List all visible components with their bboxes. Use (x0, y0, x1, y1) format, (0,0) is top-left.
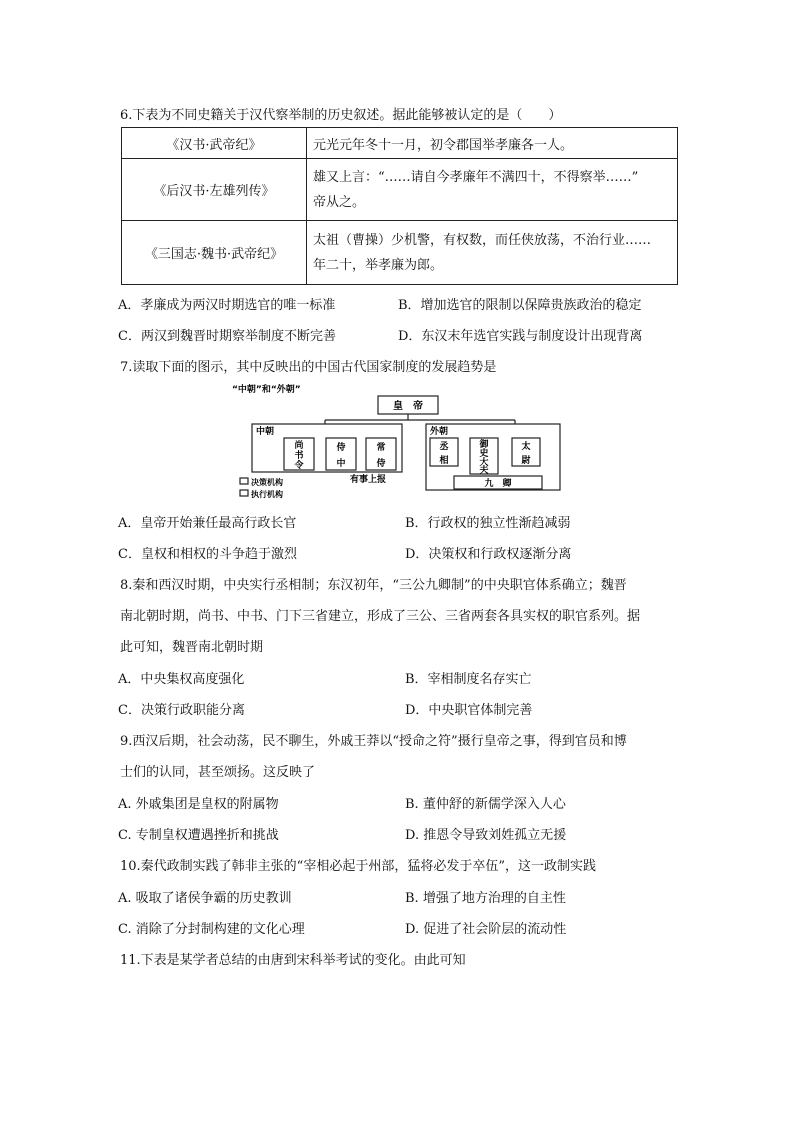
post-char: 夫 (479, 466, 489, 476)
post-char: 太 (521, 442, 531, 452)
q6-option-a[interactable]: A．孝廉成为两汉时期选官的唯一标准 (118, 298, 336, 313)
q6-option-b[interactable]: B．增加选官的限制以保障贵族政治的稳定 (398, 298, 642, 313)
nine-ministers-label: 九 卿 (484, 479, 512, 489)
post-char: 御 (479, 440, 489, 450)
post-char: 尉 (521, 456, 531, 466)
q8-option-a[interactable]: A．中央集权高度强化 (118, 672, 245, 687)
q8-stem-line: 南北朝时期，尚书、中书、门下三省建立，形成了三公、三省两套各具实权的职官系列。据 (120, 609, 641, 624)
post-char: 常 (376, 443, 386, 453)
court-structure-diagram (230, 380, 570, 500)
quote: 元光元年冬十一月，初令郡国举孝廉各一人。 (307, 128, 678, 159)
legend-execution: 执行机构 (251, 490, 283, 499)
q9-option-d[interactable]: D. 推恩令导致刘姓孤立无援 (405, 828, 567, 843)
q7-option-c[interactable]: C．皇权和相权的斗争趋于激烈 (118, 547, 297, 562)
q9-stem-line: 士们的认同，甚至颂扬。这反映了 (120, 765, 316, 780)
diagram-title: “中朝”和“外朝” (232, 385, 301, 395)
post-char: 丞 (439, 442, 449, 452)
post-char: 侍 (376, 459, 386, 469)
legend-decision: 决策机构 (251, 478, 283, 487)
q10-option-c[interactable]: C. 消除了分封制构建的文化心理 (118, 922, 305, 937)
q6-option-c[interactable]: C．两汉到魏晋时期察举制度不断完善 (118, 329, 336, 344)
outer-court-label: 外朝 (430, 427, 449, 437)
q6-source-table (121, 127, 678, 285)
q10-option-b[interactable]: B. 增强了地方治理的自主性 (405, 891, 566, 906)
quote: 雄又上言：“……请自今孝廉年不满四十，不得察举……” 帝从之。 (307, 159, 678, 221)
q10-option-a[interactable]: A. 吸取了诸侯争霸的历史教训 (118, 891, 292, 906)
q8-option-b[interactable]: B．宰相制度名存实亡 (405, 672, 532, 687)
report-label: 有事上报 (350, 475, 387, 485)
q11-stem: 11.下表是某学者总结的由唐到宋科举考试的变化。由此可知 (120, 953, 466, 968)
q6-stem: 6.下表为不同史籍关于汉代察举制的历史叙述。据此能够被认定的是（ ） (120, 108, 562, 123)
q7-option-b[interactable]: B．行政权的独立性渐趋减弱 (405, 516, 571, 531)
q9-option-b[interactable]: B. 董仲舒的新儒学深入人心 (405, 797, 566, 812)
q8-option-c[interactable]: C．决策行政职能分离 (118, 703, 245, 718)
post-char: 书 (294, 451, 304, 461)
post-char: 尚 (294, 441, 304, 451)
inner-court-label: 中朝 (256, 427, 275, 437)
post-char: 史 (479, 449, 489, 459)
table-row (122, 128, 678, 159)
q9-option-a[interactable]: A. 外戚集团是皇权的附属物 (118, 797, 279, 812)
book-title: 《汉书·武帝纪》 (122, 128, 307, 159)
q7-option-d[interactable]: D．决策权和行政权逐渐分离 (405, 547, 572, 562)
post-char: 中 (336, 459, 346, 469)
q8-stem-line: 此可知，魏晋南北朝时期 (120, 640, 264, 655)
quote: 太祖（曹操）少机警，有权数，而任侠放荡，不治行业…… 年二十，举孝廉为郎。 (307, 221, 678, 285)
emperor-label: 皇 帝 (393, 401, 423, 412)
q8-option-d[interactable]: D．中央职官体制完善 (405, 703, 533, 718)
q7-stem: 7.读取下面的图示，其中反映出的中国古代国家制度的发展趋势是 (120, 360, 497, 375)
q8-stem-line: 8.秦和西汉时期，中央实行丞相制；东汉初年，“三公九卿制”的中央职官体系确立；魏晋 (120, 578, 627, 593)
q6-option-d[interactable]: D．东汉末年选官实践与制度设计出现背离 (398, 329, 643, 344)
post-char: 侍 (336, 443, 346, 453)
table-row (122, 159, 678, 221)
post-char: 令 (294, 461, 304, 471)
q10-stem: 10.秦代政制实践了韩非主张的“宰相必起于州部，猛将必发于卒伍”，这一政制实践 (120, 859, 596, 874)
q9-option-c[interactable]: C. 专制皇权遭遇挫折和挑战 (118, 828, 279, 843)
table-row (122, 221, 678, 285)
post-char: 相 (439, 456, 449, 466)
post-char: 大 (479, 458, 489, 468)
q7-option-a[interactable]: A．皇帝开始兼任最高行政长官 (118, 516, 297, 531)
book-title: 《后汉书·左雄列传》 (122, 159, 307, 221)
q9-stem-line: 9.西汉后期，社会动荡，民不聊生，外戚王莽以“授命之符”摄行皇帝之事，得到官员和博 (120, 734, 627, 749)
q10-option-d[interactable]: D. 促进了社会阶层的流动性 (405, 922, 567, 937)
book-title: 《三国志·魏书·武帝纪》 (122, 221, 307, 285)
